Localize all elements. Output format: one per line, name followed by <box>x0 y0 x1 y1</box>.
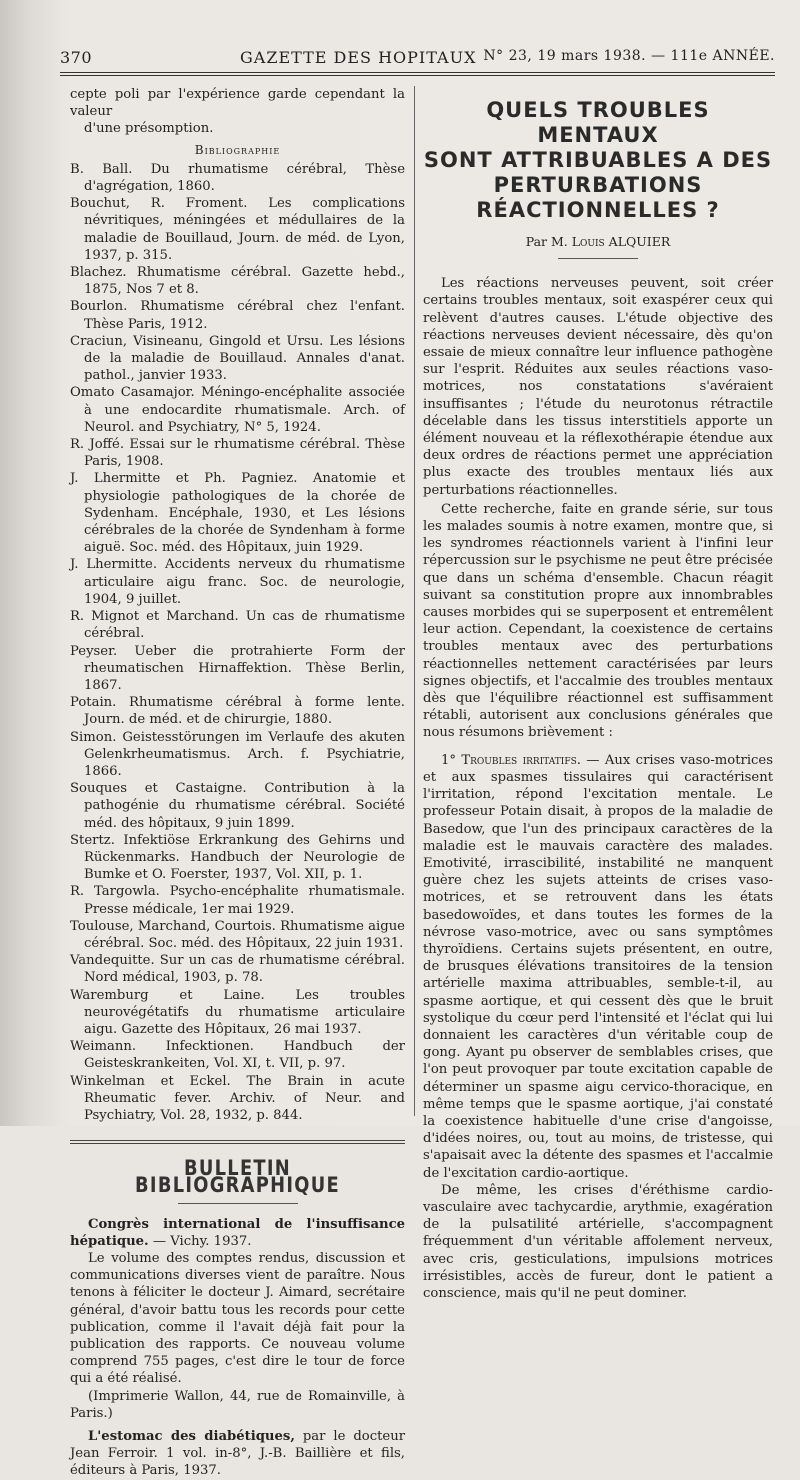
article-title <box>423 98 773 223</box>
author-rule <box>558 258 638 259</box>
paragraph-4: De même, les crises d'éréthisme cardio-vasculaire avec tachycardie, arythmie, exagération de la pulsatilité artérielle, s'accompagnent fréquemment d'un véritable affolement nerveux, avec cris, gesticulations, impulsions motrices irrésistibles, accès de fureur, dont le patient a conscience, mais qu'il ne peut dominer. <box>423 1182 773 1301</box>
congress-imprint: (Imprimerie Wallon, 44, rue de Romainville, à Paris.) <box>70 1388 405 1421</box>
header-rule-thin <box>60 75 775 76</box>
section-rule <box>70 1140 405 1141</box>
right-column <box>423 86 773 1302</box>
column-divider <box>414 86 415 1116</box>
reference-item: Toulouse, Marchand, Courtois. Rhumatisme aigue cérébral. Soc. méd. des Hôpitaux, 22 juin 1931. <box>70 918 405 951</box>
congress-body: Le volume des comptes rendus, discussion et communications diverses vient de paraître. Nous tenons à féliciter le docteur J. Aimard, secrétaire général, d'avoir battu tous les records pour cette publication, comme il l'avait déjà fait pour la publication des rapports. Ce nouveau volume comprend 755 pages, c'est dire le tour de force qui a été réalisé. <box>70 1251 405 1387</box>
author-prefix: Par M. <box>525 234 572 249</box>
reference-item: J. Lhermitte. Accidents nerveux du rhumatisme articulaire aigu franc. Soc. de neurologie, 1904, 9 juillet. <box>70 557 405 607</box>
article-author <box>423 233 773 250</box>
left-column <box>70 86 405 1480</box>
reference-list <box>70 161 405 1124</box>
book-details: par le docteur Jean Ferroir. 1 vol. in-8°, J.-B. Baillière et fils, éditeurs à Paris, 1937. <box>70 1429 406 1479</box>
bulletin-rule <box>178 1203 298 1204</box>
reference-item: Waremburg et Laine. Les troubles neurovégétatifs du rhumatisme articulaire aigu. Gazette des Hôpitaux, 26 mai 1937. <box>70 987 405 1037</box>
paragraph-2: Cette recherche, faite en grande série, sur tous les malades soumis à notre examen, montre que, si les syndromes réactionnels varient à l'infini leur répercussion sur le psychisme ne peut être précisée que dans un schéma d'ensemble. Chacun réagit suivant sa constitution propre aux innombrables causes morbides qui se superposent et entremêlent leur action. Cependant, la coexistence de certains troubles mentaux avec des perturbations réactionnelles nettement caractérisées par leurs signes objectifs, et l'accalmie des troubles mentaux dès que l'équilibre réactionnel est suffisamment rétabli, autorisent aux conclusions générales que nous résumons brièvement : <box>423 501 773 741</box>
reference-item: Weimann. Infecktionen. Handbuch der Geisteskrankeiten, Vol. XI, t. VII, p. 97. <box>70 1039 405 1072</box>
intro-line-2: d'une présomption. <box>84 121 214 137</box>
reference-item: Bouchut, R. Froment. Les complications névritiques, méningées et médullaires de la maladie de Bouillaud, Journ. de méd. de Lyon, 1937, p. 315. <box>70 196 405 263</box>
intro-line-1: cepte poli par l'expérience garde cependant la valeur <box>70 87 405 120</box>
reference-item: B. Ball. Du rhumatisme cérébral, Thèse d'agrégation, 1860. <box>70 161 405 195</box>
reference-item: Bourlon. Rhumatisme cérébral chez l'enfant. Thèse Paris, 1912. <box>70 299 405 332</box>
reference-item: Blachez. Rhumatisme cérébral. Gazette hebd., 1875, Nos 7 et 8. <box>70 265 405 298</box>
page-number: 370 <box>60 48 93 67</box>
article-title-line-3: PERTURBATIONS RÉACTIONNELLES ? <box>476 173 720 222</box>
article-title-line-1: QUELS TROUBLES MENTAUX <box>486 98 710 147</box>
reference-item: Souques et Castaigne. Contribution à la pathogénie du rhumatisme cérébral. Société méd. des hôpitaux, 9 juin 1899. <box>70 781 405 831</box>
author-name: Louis ALQUIER <box>571 234 671 249</box>
reference-item: Omato Casamajor. Méningo-encéphalite associée à une endocardite rhumatismale. Arch. of Neurol. and Psychiatry, N° 5, 1924. <box>70 385 405 435</box>
running-header <box>60 44 775 70</box>
reference-item: Stertz. Infektiöse Erkrankung des Gehirns und Rückenmarks. Handbuch der Neurologie de Bumke et O. Foerster, 1937, Vol. XII, p. 1. <box>70 832 405 883</box>
reference-item: R. Joffé. Essai sur le rhumatisme cérébral. Thèse Paris, 1908. <box>70 437 405 470</box>
section-lead: 1° Troubles irritatifs. <box>441 752 581 768</box>
bulletin-heading: BULLETIN BIBLIOGRAPHIQUE <box>135 1156 340 1198</box>
reference-item: Peyser. Ueber die protrahierte Form der rheumatischen Hirnaffektion. Thèse Berlin, 1867. <box>70 643 405 693</box>
book-title: L'estomac des diabétiques, <box>88 1429 295 1445</box>
reference-item: R. Mignot et Marchand. Un cas de rhumatisme cérébral. <box>70 609 405 642</box>
congress-place: — Vichy. 1937. <box>148 1233 252 1249</box>
reference-item: Craciun, Visineanu, Gingold et Ursu. Les lésions de la maladie de Bouillaud. Annales d'anat. pathol., janvier 1933. <box>70 333 405 384</box>
congress-title: Congrès international de l'insuffisance hépatique. <box>70 1216 405 1249</box>
reference-item: J. Lhermitte et Ph. Pagniez. Anatomie et physiologie pathologiques de la chorée de Sydenham. Encéphale, 1930, et Les lésions cérébrales de la chorée de Syndenham à forme aiguë. Soc. méd. des Hôpitaux, juin 1929. <box>70 471 405 556</box>
article-title-line-2: SONT ATTRIBUABLES A DES <box>423 148 773 172</box>
issue-info: N° 23, 19 mars 1938. — 111e ANNÉE. <box>483 48 775 64</box>
bibliography-heading: Bibliographie <box>194 142 281 157</box>
journal-title: GAZETTE DES HOPITAUX <box>240 48 477 67</box>
reference-item: Winkelman et Eckel. The Brain in acute Rheumatic fever. Archiv. of Neur. and Psychiatry, Vol. 28, 1932, p. 844. <box>70 1073 405 1123</box>
header-rule <box>60 72 775 73</box>
section-rule-2 <box>70 1143 405 1144</box>
reference-item: Simon. Geistesstörungen im Verlaufe des akuten Gelenkrheumatismus. Arch. f. Psychiatrie, 1866. <box>70 729 405 779</box>
reference-item: Vandequitte. Sur un cas de rhumatisme cérébral. Nord médical, 1903, p. 78. <box>70 953 405 986</box>
paragraph-3: — Aux crises vaso-motrices et aux spasmes tissulaires qui caractérisent l'irritation, répond l'excitation mentale. Le professeur Potain disait, à propos de la maladie de Basedow, que l'un des principaux caractères de la maladie est le mauvais caractère des malades. Emotivité, irrascibilité, instabilité ne manquent guère chez les sujets atteints de crises vaso-motrices, et se retrouvent dans les états basedowoïdes, et dans toutes les formes de la névrose vaso-motrice, avec ou sans symptômes thyroïdiens. Certains sujets présentent, en outre, de brusques élévations transitoires de la tension artérielle maxima attribuables, semble-t-il, au spasme aortique, et qui cessent dès que le bruit systolique du cœur perd l'intensité et l'éclat qui lui donnaient les caractères d'un véritable coup de gong. Ayant pu observer de semblables crises, que l'on peut provoquer par toute excitation capable de déterminer un spasme aigu cervico-thoracique, en même temps que le spasme aortique, j'ai constaté la coexistence habituelle d'une crise d'angoisse, d'idées noires, ou, tout au moins, de tristesse, qui s'apaisait avec la détente des spasmes et l'accalmie de l'excitation cardio-aortique. <box>423 752 774 1181</box>
reference-item: Potain. Rhumatisme cérébral à forme lente. Journ. de méd. et de chirurgie, 1880. <box>70 695 405 728</box>
reference-item: R. Targowla. Psycho-encéphalite rhumatismale. Presse médicale, 1er mai 1929. <box>70 884 405 917</box>
paragraph-1: Les réactions nerveuses peuvent, soit créer certains troubles mentaux, soit exaspérer ceux qui relèvent d'autres causes. L'étude objective des réactions nerveuses devient nécessaire, dès qu'on essaie de mieux connaître leur influence pathogène sur l'esprit. Réduites aux seules réactions vaso-motrices, nos constatations s'avéraient insuffisantes ; l'étude du neurotonus rétractile décelable dans les tissus interstitiels apporte un élément nouveau et la réflexothérapie étendue aux deux ordres de réactions permet une appréciation plus exacte des troubles mentaux liés aux perturbations réactionnelles. <box>423 276 773 498</box>
